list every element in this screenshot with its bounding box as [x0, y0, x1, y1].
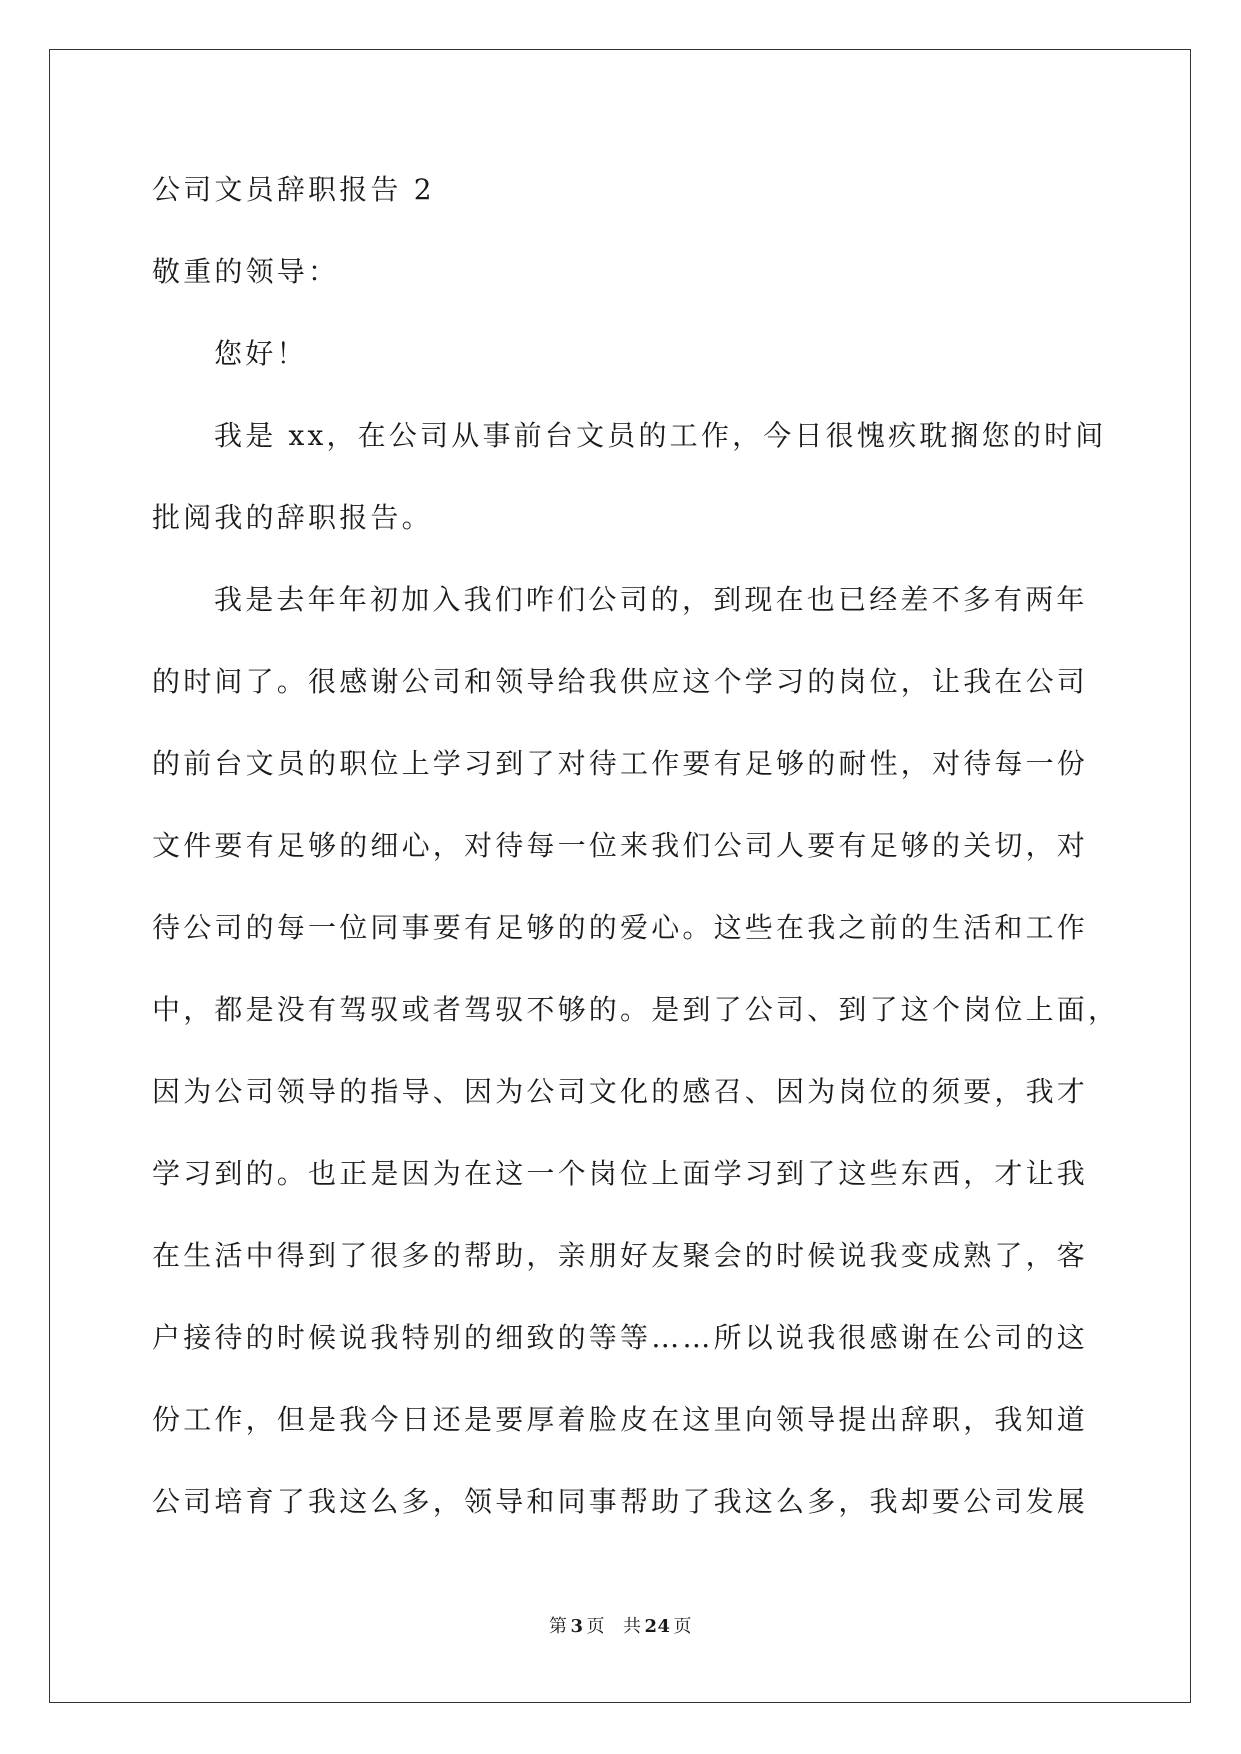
document-title: 公司文员辞职报告 2 [152, 173, 435, 206]
paragraph-line: 在生活中得到了很多的帮助，亲朋好友聚会的时候说我变成熟了，客 [152, 1239, 1089, 1272]
total-prefix: 共 [622, 1616, 642, 1637]
paragraph-line: 待公司的每一位同事要有足够的的爱心。这些在我之前的生活和工作 [152, 911, 1089, 944]
paragraph-line: 我是 xx，在公司从事前台文员的工作，今日很愧疚耽搁您的时间 [214, 419, 1107, 452]
paragraph-line: 中，都是没有驾驭或者驾驭不够的。是到了公司、到了这个岗位上面， [152, 993, 1120, 1026]
paragraph-line: 的前台文员的职位上学习到了对待工作要有足够的耐性，对待每一份 [152, 747, 1089, 780]
paragraph-line: 户接待的时候说我特别的细致的等等……所以说我很感谢在公司的这 [152, 1321, 1089, 1354]
paragraph-line: 批阅我的辞职报告。 [152, 501, 433, 534]
paragraph-line: 份工作，但是我今日还是要厚着脸皮在这里向领导提出辞职，我知道 [152, 1403, 1089, 1436]
document-body [152, 160, 1120, 1554]
total-page-count: 24 [644, 1616, 671, 1637]
greeting: 您好！ [214, 337, 308, 370]
paragraph-line: 我是去年年初加入我们咋们公司的，到现在也已经差不多有两年 [214, 583, 1088, 616]
paragraph-line: 学习到的。也正是因为在这一个岗位上面学习到了这些东西，才让我 [152, 1157, 1089, 1190]
page-suffix: 页 [586, 1616, 605, 1637]
paragraph-line: 公司培育了我这么多，领导和同事帮助了我这么多，我却要公司发展 [152, 1485, 1089, 1518]
total-suffix: 页 [673, 1616, 693, 1637]
paragraph-line: 的时间了。很感谢公司和领导给我供应这个学习的岗位，让我在公司 [152, 665, 1089, 698]
paragraph-line: 文件要有足够的细心，对待每一位来我们公司人要有足够的关切，对 [152, 829, 1089, 862]
page-footer [0, 1612, 1241, 1638]
current-page-number: 3 [570, 1616, 584, 1637]
paragraph-line: 因为公司领导的指导、因为公司文化的感召、因为岗位的须要，我才 [152, 1075, 1089, 1108]
page-prefix: 第 [548, 1616, 568, 1637]
salutation: 敬重的领导： [152, 255, 340, 288]
